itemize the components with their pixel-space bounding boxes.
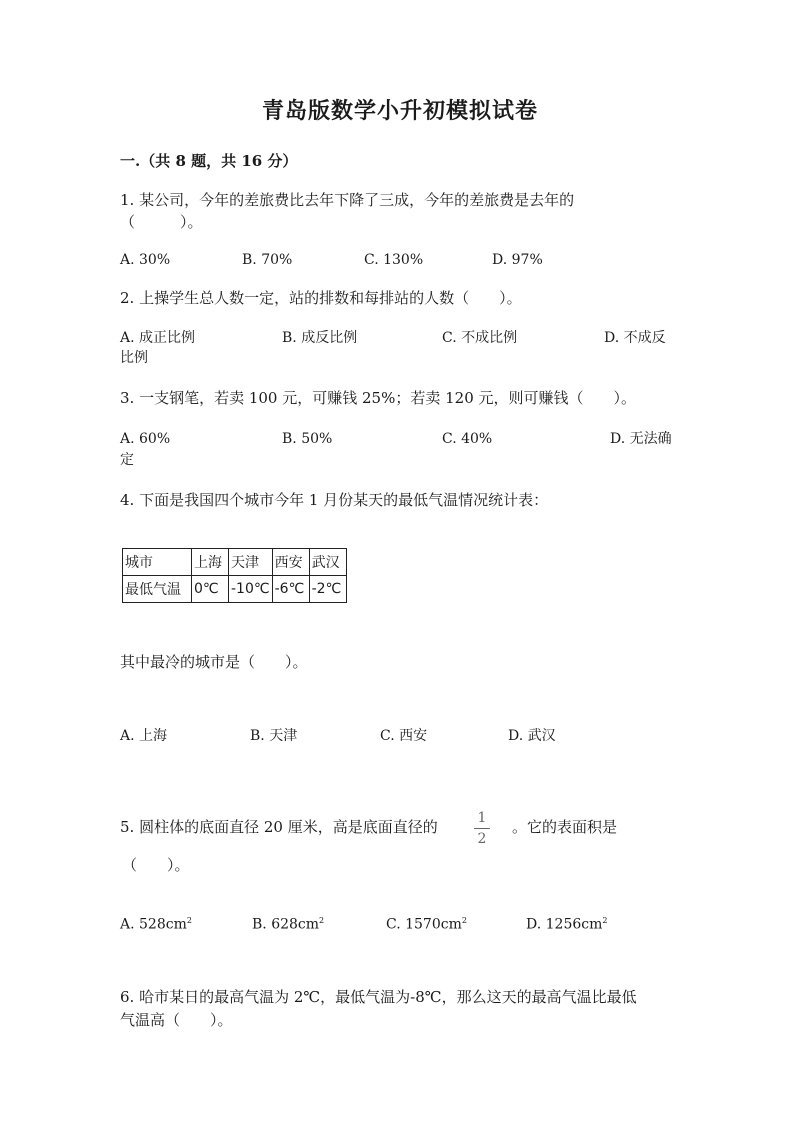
question-4-option-c: C. 西安 xyxy=(380,728,428,744)
question-4-text: 4. 下面是我国四个城市今年 1 月份某天的最低气温情况统计表： xyxy=(120,491,549,509)
question-5-text-after: 。它的表面积是 xyxy=(512,818,618,836)
question-2-option-c: C. 不成比例 xyxy=(442,330,518,346)
table-cell: 城市 xyxy=(123,549,192,576)
section-heading: 一.（共 8 题，共 16 分） xyxy=(120,152,298,170)
table-cell: -2℃ xyxy=(309,576,346,603)
question-4-followup: 其中最冷的城市是（ ）。 xyxy=(120,653,308,671)
temperature-table xyxy=(122,548,347,603)
question-1-option-c: C. 130% xyxy=(364,252,424,268)
table-cell: 天津 xyxy=(229,549,273,576)
question-5-option-b xyxy=(252,911,324,935)
table-cell: -6℃ xyxy=(272,576,309,603)
fraction-numerator: 1 xyxy=(477,810,487,826)
question-3-option-b: B. 50% xyxy=(282,431,333,447)
question-1-option-a: A. 30% xyxy=(120,252,171,268)
question-2-option-b: B. 成反比例 xyxy=(282,330,358,346)
question-2-text: 2. 上操学生总人数一定，站的排数和每排站的人数（ ）。 xyxy=(120,289,522,307)
question-5-line-2: （ ）。 xyxy=(122,856,190,874)
question-2-option-a: A. 成正比例 xyxy=(120,330,196,346)
unit-superscript: 2 xyxy=(461,916,467,925)
table-header-row xyxy=(123,549,347,576)
question-1-option-d: D. 97% xyxy=(492,252,543,268)
question-1-line-1: 1. 某公司，今年的差旅费比去年下降了三成，今年的差旅费是去年的 xyxy=(120,191,575,209)
question-4-option-b: B. 天津 xyxy=(250,728,298,744)
table-cell: 上海 xyxy=(192,549,229,576)
table-cell: 西安 xyxy=(272,549,309,576)
question-5-option-a xyxy=(120,911,192,935)
question-3-option-c: C. 40% xyxy=(442,431,493,447)
fraction-one-half xyxy=(470,810,494,847)
table-row xyxy=(123,576,347,603)
question-1-option-b: B. 70% xyxy=(242,252,293,268)
question-3-text: 3. 一支钢笔，若卖 100 元，可赚钱 25%；若卖 120 元，则可赚钱（ ）。 xyxy=(120,389,637,407)
fraction-bar xyxy=(474,828,490,829)
question-3-option-a: A. 60% xyxy=(120,431,171,447)
question-5-option-d xyxy=(526,911,607,935)
question-5-text: 5. 圆柱体的底面直径 20 厘米，高是底面直径的 xyxy=(120,818,438,836)
page-title: 青岛版数学小升初模拟试卷 xyxy=(261,98,538,124)
question-3-option-wrap: 定 xyxy=(120,452,134,468)
question-2-option-wrap: 比例 xyxy=(120,350,148,366)
question-4-option-a: A. 上海 xyxy=(120,728,168,744)
table-cell: 0℃ xyxy=(192,576,229,603)
question-4-option-d: D. 武汉 xyxy=(508,728,556,744)
option-text: A. 528cm xyxy=(120,916,187,933)
question-1-line-2: （ ）。 xyxy=(120,213,203,231)
option-text: C. 1570cm xyxy=(386,916,462,933)
table-cell: -10℃ xyxy=(229,576,273,603)
option-text: D. 1256cm xyxy=(526,916,603,933)
table-cell: 最低气温 xyxy=(123,576,192,603)
option-text: B. 628cm xyxy=(252,916,320,933)
question-6-line-1: 6. 哈市某日的最高气温为 2℃，最低气温为-8℃，那么这天的最高气温比最低 xyxy=(120,988,637,1006)
question-3-option-d: D. 无法确 xyxy=(610,431,672,447)
unit-superscript: 2 xyxy=(186,916,192,925)
fraction-denominator: 2 xyxy=(477,831,487,847)
question-6-line-2: 气温高（ ）。 xyxy=(120,1011,233,1029)
unit-superscript: 2 xyxy=(319,916,325,925)
question-2-option-d: D. 不成反 xyxy=(604,330,666,346)
table-cell: 武汉 xyxy=(309,549,346,576)
question-5-option-c xyxy=(386,911,467,935)
unit-superscript: 2 xyxy=(602,916,608,925)
